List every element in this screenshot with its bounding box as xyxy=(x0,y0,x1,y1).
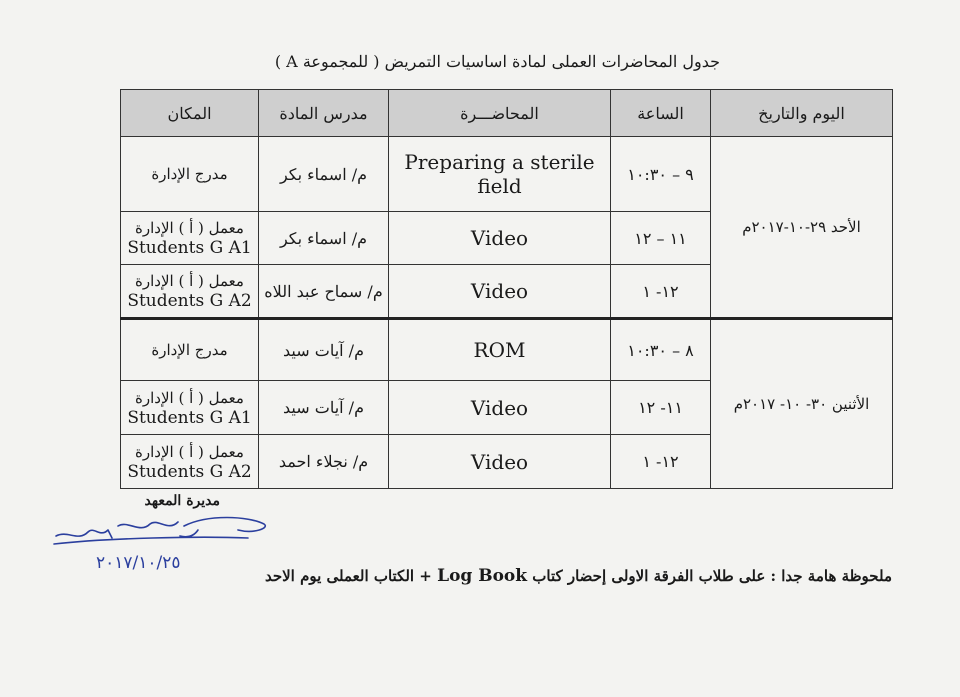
place-cell xyxy=(121,212,259,265)
place-cell xyxy=(121,435,259,489)
note-book: Log Book xyxy=(437,566,528,586)
place-ar: مدرج الإدارة xyxy=(151,341,228,359)
place-ar: معمل ( أ ) الإدارة xyxy=(135,388,244,407)
note-text-1: ملحوظة هامة جدا : على طلاب الفرقة الاولى إحضار كتاب xyxy=(527,567,892,585)
place-en: Students G A1 xyxy=(127,238,252,258)
schedule-table xyxy=(120,89,893,489)
place-ar: معمل ( أ ) الإدارة xyxy=(135,272,244,290)
lecture-cell: Preparing a sterile field xyxy=(389,137,611,212)
place-ar: معمل ( أ ) الإدارة xyxy=(135,219,244,237)
time-cell: ١١ – ١٢ xyxy=(611,212,711,265)
time-cell: ١١- ١٢ xyxy=(611,381,711,435)
header-day: اليوم والتاريخ xyxy=(711,90,893,137)
note-text-2: + الكتاب العملى يوم الاحد xyxy=(264,567,438,585)
place-en: Students G A2 xyxy=(127,291,252,311)
place-ar: معمل ( أ ) الإدارة xyxy=(135,442,244,461)
place-cell xyxy=(121,265,259,319)
header-time: الساعة xyxy=(611,90,711,137)
time-cell: ٩ – ١٠:٣٠ xyxy=(611,137,711,212)
time-cell: ٨ – ١٠:٣٠ xyxy=(611,319,711,381)
teacher-cell: م/ نجلاء احمد xyxy=(259,435,389,489)
time-cell: ١٢- ١ xyxy=(611,435,711,489)
director-title: مديرة المعهد xyxy=(144,493,220,509)
table-row xyxy=(121,319,893,381)
header-row xyxy=(121,90,893,137)
header-lecture: المحاضـــرة xyxy=(389,90,611,137)
table-row xyxy=(121,137,893,212)
day-cell: الأحد ٢٩-١٠-٢٠١٧م xyxy=(711,137,893,319)
lecture-cell: Video xyxy=(389,265,611,319)
header-place: المكان xyxy=(121,90,259,137)
lecture-cell: Video xyxy=(389,381,611,435)
header-teacher: مدرس المادة xyxy=(259,90,389,137)
teacher-cell: م/ سماح عبد اللاه xyxy=(259,265,389,319)
signature-date: ٢٠١٧/١٠/٢٥ xyxy=(96,553,181,573)
important-note xyxy=(150,566,892,586)
teacher-cell: م/ اسماء بكر xyxy=(259,137,389,212)
lecture-cell: Video xyxy=(389,212,611,265)
lecture-cell: ROM xyxy=(389,319,611,381)
teacher-cell: م/ آيات سيد xyxy=(259,319,389,381)
place-ar: مدرج الإدارة xyxy=(151,165,228,183)
place-en: Students G A1 xyxy=(127,407,252,428)
lecture-cell: Video xyxy=(389,435,611,489)
place-cell xyxy=(121,381,259,435)
teacher-cell: م/ اسماء بكر xyxy=(259,212,389,265)
place-cell xyxy=(121,137,259,212)
teacher-cell: م/ آيات سيد xyxy=(259,381,389,435)
place-en: Students G A2 xyxy=(127,461,252,482)
time-cell: ١٢- ١ xyxy=(611,265,711,319)
place-cell xyxy=(121,319,259,381)
document-title: جدول المحاضرات العملى لمادة اساسيات التمريض ( للمجموعة A ) xyxy=(274,52,720,71)
day-cell: الأثنين ٣٠- ١٠- ٢٠١٧م xyxy=(711,319,893,489)
